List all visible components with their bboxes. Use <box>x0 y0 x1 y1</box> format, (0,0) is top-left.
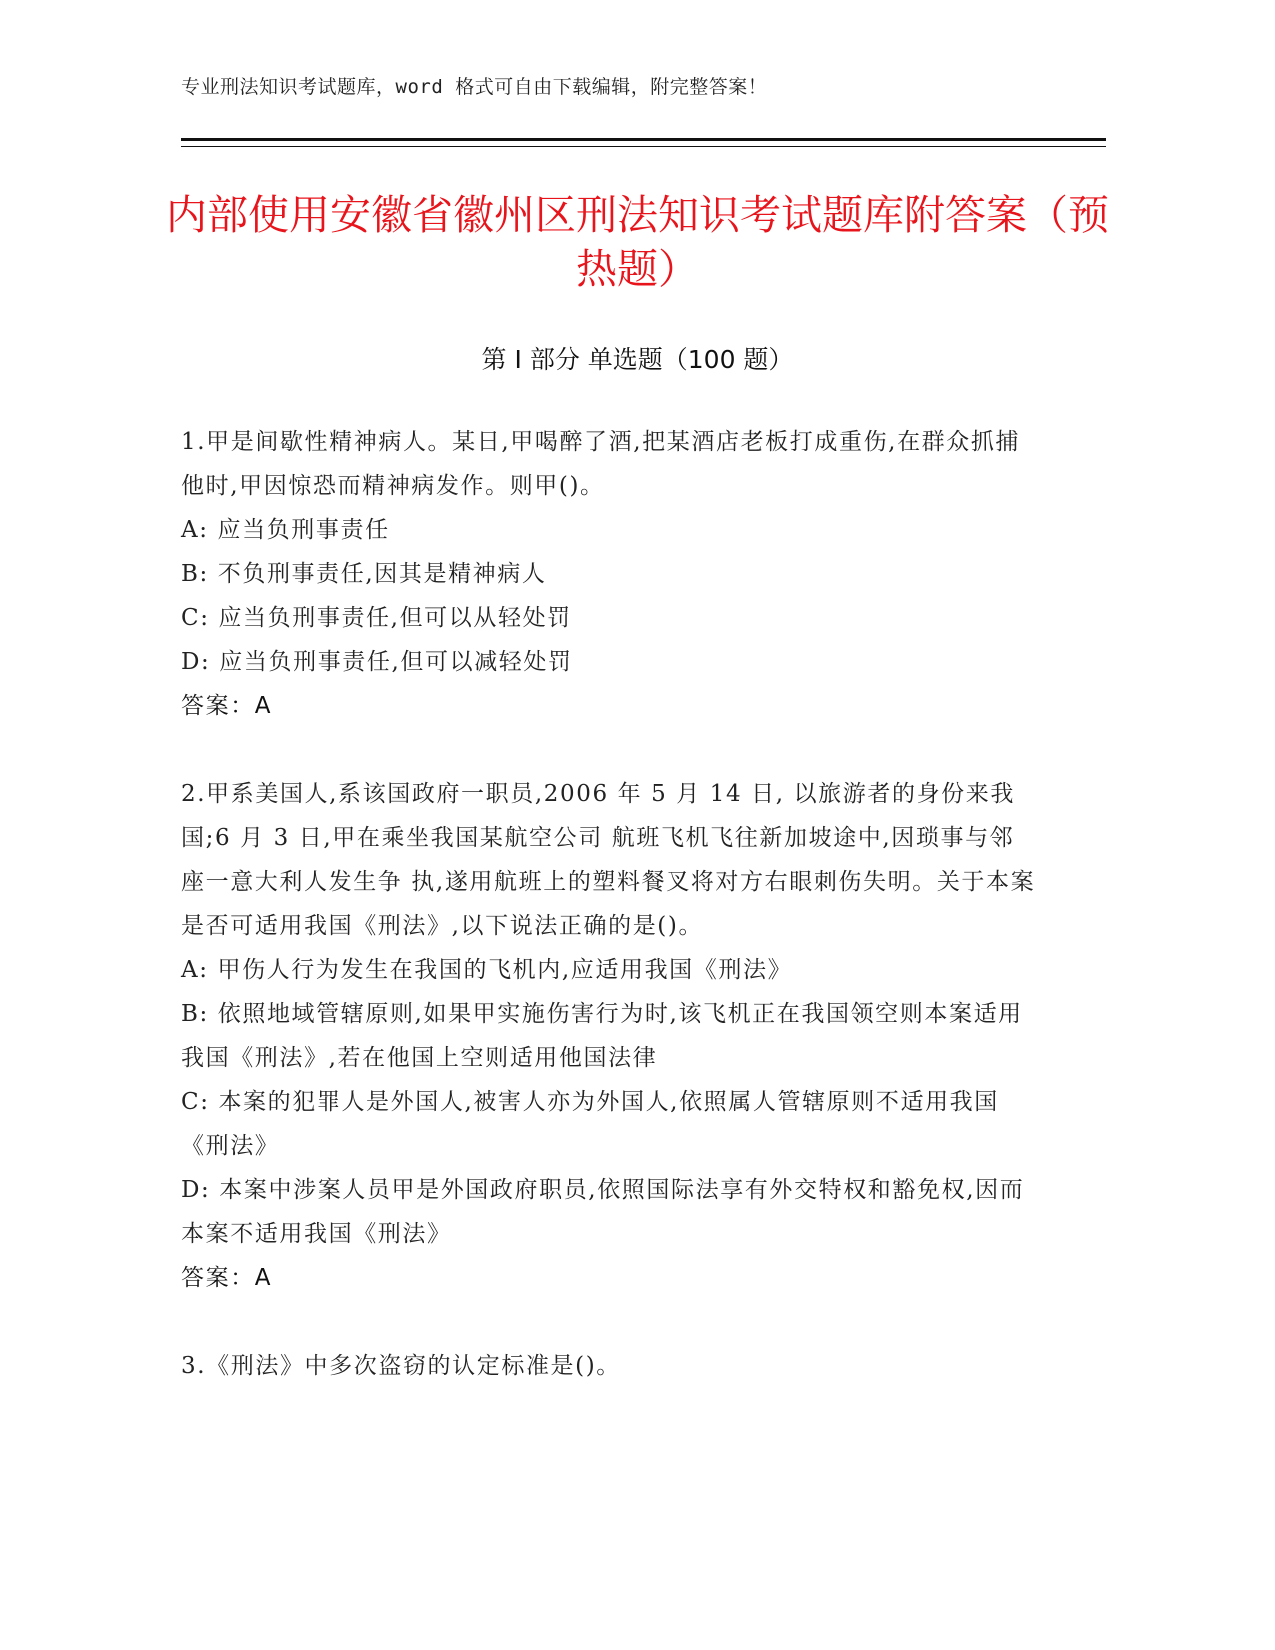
option-c: C: 应当负刑事责任,但可以从轻处罚 <box>181 605 572 631</box>
header-rule-thin <box>181 146 1106 147</box>
header-rule-thick <box>181 138 1106 141</box>
option-d: D: 本案中涉案人员甲是外国政府职员,依照国际法享有外交特权和豁免权,因而本案不适用我国《刑法》 <box>181 1177 1025 1247</box>
question-list <box>181 420 1036 1432</box>
answer-line: 答案：A <box>181 693 273 719</box>
question-stem: 3.《刑法》中多次盗窃的认定标准是()。 <box>181 1353 621 1379</box>
option-a: A: 甲伤人行为发生在我国的飞机内,应适用我国《刑法》 <box>181 957 793 983</box>
question-item <box>181 772 1036 1300</box>
question-item <box>181 1344 1036 1388</box>
question-stem: 1.甲是间歇性精神病人。某日,甲喝醉了酒,把某酒店老板打成重伤,在群众抓捕他时,甲因惊恐而精神病发作。则甲()。 <box>181 429 1021 499</box>
option-d: D: 应当负刑事责任,但可以减轻处罚 <box>181 649 573 675</box>
option-b: B: 依照地域管辖原则,如果甲实施伤害行为时,该飞机正在我国领空则本案适用我国《刑法》,若在他国上空则适用他国法律 <box>181 1001 1023 1071</box>
option-c: C: 本案的犯罪人是外国人,被害人亦为外国人,依照属人管辖原则不适用我国《刑法》 <box>181 1089 999 1159</box>
question-item <box>181 420 1036 728</box>
option-b: B: 不负刑事责任,因其是精神病人 <box>181 561 547 587</box>
header-note: 专业刑法知识考试题库，word 格式可自由下载编辑，附完整答案！ <box>181 76 768 98</box>
section-heading: 第 I 部分 单选题（100 题） <box>481 345 794 374</box>
document-title: 内部使用安徽省徽州区刑法知识考试题库附答案（预热题） <box>166 191 1109 293</box>
question-stem: 2.甲系美国人,系该国政府一职员,2006 年 5 月 14 日, 以旅游者的身份来我国;6 月 3 日,甲在乘坐我国某航空公司 航班飞机飞往新加坡途中,因琐事与邻座一意大利人发生争 执,遂用航班上的塑料餐叉将对方右眼刺伤失明。关于本案是否可适用我国《刑法》,以下说法正确的是()。 <box>181 781 1036 939</box>
answer-line: 答案：A <box>181 1265 273 1291</box>
option-a: A: 应当负刑事责任 <box>181 517 390 543</box>
